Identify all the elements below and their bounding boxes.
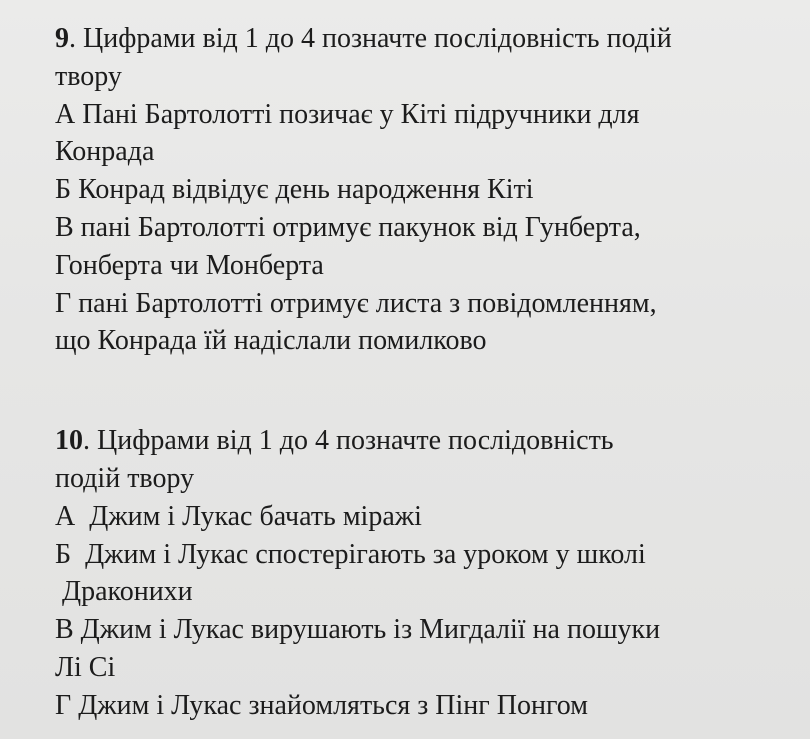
question-10 (55, 422, 805, 724)
option-v: В пані Бартолотті отримує пакунок від Гунберта, (55, 211, 641, 243)
option-g: Г пані Бартолотті отримує листа з повідомленням, (55, 287, 657, 319)
document (55, 20, 805, 725)
question-9 (55, 20, 805, 360)
question-prompt-text: . Цифрами від 1 до 4 позначте послідовність подій (69, 23, 672, 54)
question-prompt (55, 20, 805, 58)
option-b-continued: Драконихи (55, 576, 193, 608)
option-b: Б Конрад відвідує день народження Кіті (55, 174, 534, 206)
option-a: А Джим і Лукас бачать міражі (55, 500, 422, 532)
option-v-continued: Гонберта чи Монберта (55, 249, 324, 281)
option-a-continued: Конрада (55, 136, 155, 168)
option-b: Б Джим і Лукас спостерігають за уроком у школі (55, 538, 646, 570)
question-prompt-continued: подій твору (55, 462, 195, 494)
question-prompt-text: . Цифрами від 1 до 4 позначте послідовність (83, 425, 614, 457)
option-v-continued: Лі Сі (55, 651, 116, 683)
option-v: В Джим і Лукас вирушають із Мигдалії на пошуки (55, 614, 661, 646)
option-g-continued: що Конрада їй надіслали помилково (55, 325, 487, 357)
option-a: А Пані Бартолотті позичає у Кіті підручники для (55, 98, 640, 130)
question-prompt (55, 422, 805, 460)
question-prompt-continued: твору (55, 60, 122, 92)
question-number: 9 (55, 23, 69, 54)
question-number: 10 (55, 425, 83, 457)
option-g: Г Джим і Лукас знайомляться з Пінг Понгом (55, 689, 588, 721)
